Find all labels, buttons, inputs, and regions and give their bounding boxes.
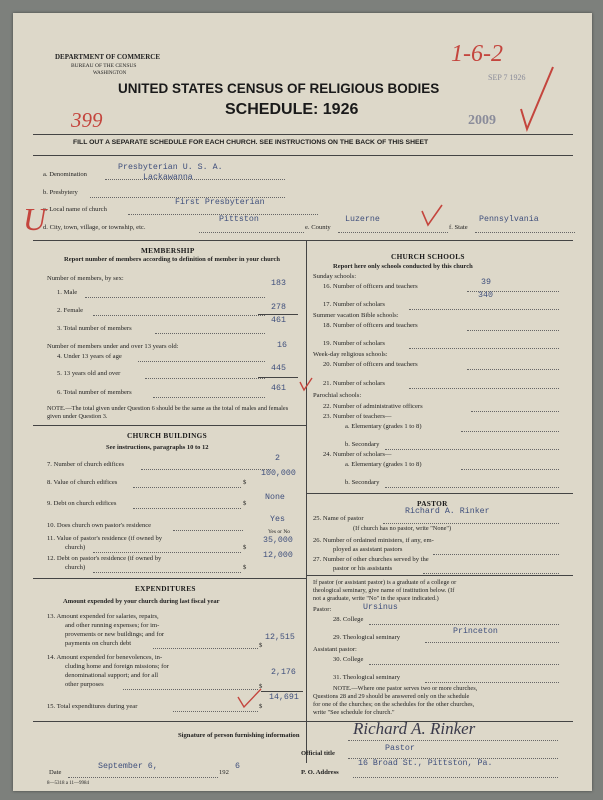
pastor-note-3: for one of the churches; on the schedules for the other churches,	[313, 701, 475, 708]
over-13-value[interactable]: 445	[271, 364, 286, 373]
county-label: e. County	[305, 224, 331, 231]
q14-label-2: cluding home and foreign missions; for	[65, 663, 169, 670]
q25-label: 25. Name of pastor	[313, 515, 364, 522]
official-title-label: Official title	[301, 750, 335, 757]
q3-label: 3. Total number of members	[57, 325, 132, 332]
header-divider	[33, 134, 573, 135]
q17-label: 17. Number of scholars	[323, 301, 385, 308]
q30-label: 30. College	[333, 656, 364, 663]
stamp-number: 2009	[468, 113, 496, 128]
red-checkmark-icon	[513, 61, 558, 136]
pastor-note-2: Questions 28 and 29 should be answered only on the schedule	[313, 693, 470, 700]
benevolences-value[interactable]: 2,176	[271, 668, 296, 677]
schools-title: CHURCH SCHOOLS	[391, 252, 465, 261]
red-checkmark-icon	[297, 375, 315, 393]
seminary-value[interactable]: Princeton	[453, 627, 498, 636]
handwritten-number: 399	[71, 108, 103, 132]
sunday-schools-label: Sunday schools:	[313, 273, 357, 280]
q11-label-2: church)	[65, 544, 86, 551]
year-prefix: 192	[219, 769, 229, 776]
running-expenses-value[interactable]: 12,515	[265, 633, 295, 642]
denomination-value[interactable]: Presbyterian U. S. A.	[118, 163, 223, 172]
yes-no-hint: Yes or No	[268, 529, 291, 535]
bureau-label: BUREAU OF THE CENSUS	[71, 63, 137, 69]
pastor-name-value[interactable]: Richard A. Rinker	[405, 507, 490, 516]
margin-mark: U	[23, 201, 47, 237]
department-label: DEPARTMENT OF COMMERCE	[55, 53, 161, 61]
q15-label: 15. Total expenditures during year	[47, 703, 138, 710]
q23b-label: b. Secondary	[345, 441, 380, 448]
q14-label-3: denominational support; and for all	[65, 672, 159, 679]
edifices-count-value[interactable]: 2	[275, 454, 280, 463]
q13-label-2: and other running expenses; for im-	[65, 622, 160, 629]
q1-label: 1. Male	[57, 289, 78, 296]
date-label: Date	[49, 769, 62, 776]
q26-label: 26. Number of ordained ministers, if any, em-	[313, 537, 434, 544]
q14-label-4: other purposes	[65, 681, 104, 688]
q31-label: 31. Theological seminary	[333, 674, 401, 681]
form-title: UNITED STATES CENSUS OF RELIGIOUS BODIES	[118, 81, 440, 96]
edifices-debt-value[interactable]: None	[265, 493, 285, 502]
q13-label: 13. Amount expended for salaries, repairs,	[47, 613, 159, 620]
q12-label-2: church)	[65, 564, 86, 571]
signature-label: Signature of person furnishing information	[178, 732, 300, 739]
presbytery-label: b. Presbytery	[43, 189, 78, 196]
signature[interactable]: Richard A. Rinker	[353, 719, 476, 738]
buildings-subtitle: See instructions, paragraphs 10 to 12	[106, 444, 209, 451]
address-label: P. O. Address	[301, 769, 339, 776]
q18-label: 18. Number of officers and teachers	[323, 322, 418, 329]
section-divider	[33, 240, 573, 241]
graduate-instructions-3: not a graduate, write "No" in the space indicated.)	[313, 595, 439, 602]
red-checkmark-icon	[418, 203, 446, 231]
denomination-value-2[interactable]: Lackawanna	[143, 173, 193, 182]
q10-label: 10. Does church own pastor's residence	[47, 522, 152, 529]
address-value[interactable]: 16 Broad St., Pittston, Pa.	[358, 759, 493, 768]
under-over-label: Number of members under and over 13 years old:	[47, 343, 179, 350]
assistant-pastor-label: Assistant pastor:	[313, 646, 357, 653]
q25-note: (If church has no pastor, write "None")	[353, 525, 452, 532]
q23-label: 23. Number of teachers—	[323, 413, 392, 420]
under-13-value[interactable]: 16	[277, 341, 287, 350]
red-checkmark-icon	[235, 687, 265, 711]
q27-label: 27. Number of other churches served by the	[313, 556, 429, 563]
membership-title: MEMBERSHIP	[141, 246, 195, 255]
q24b-label: b. Secondary	[345, 479, 380, 486]
q6-label: 6. Total number of members	[57, 389, 132, 396]
summer-schools-label: Summer vacation Bible schools:	[313, 312, 399, 319]
instructions-line: FILL OUT A SEPARATE SCHEDULE FOR EACH CHURCH. SEE INSTRUCTIONS ON THE BACK OF THIS SHEET	[73, 139, 429, 146]
q16-label: 16. Number of officers and teachers	[323, 283, 418, 290]
expenditures-subtitle: Amount expended by your church during last fiscal year	[63, 598, 220, 605]
census-schedule-sheet	[13, 13, 592, 791]
q2-label: 2. Female	[57, 307, 84, 314]
dollar-sign: $	[259, 642, 263, 649]
dollar-sign: $	[243, 564, 247, 571]
pastor-note: NOTE.—Where one pastor serves two or more churches,	[333, 685, 478, 692]
q22-label: 22. Number of administrative officers	[323, 403, 423, 410]
total-members-2-value[interactable]: 461	[271, 384, 286, 393]
city-value[interactable]: Pittston	[219, 215, 259, 224]
q11-label: 11. Value of pastor's residence (if owned by	[47, 535, 163, 542]
membership-subtitle: Report number of members according to definition of member in your church	[64, 256, 280, 263]
q29-label: 29. Theological seminary	[333, 634, 401, 641]
church-name-label: c. Local name of church	[43, 206, 107, 213]
schedule-title: SCHEDULE: 1926	[225, 101, 359, 118]
dollar-sign: $	[243, 500, 247, 507]
q27-label-2: pastor or his assistants	[333, 565, 393, 572]
total-expenditures-value[interactable]: 14,691	[269, 693, 299, 702]
state-value[interactable]: Pennsylvania	[479, 215, 539, 224]
expenditures-title: EXPENDITURES	[135, 584, 196, 593]
q24a-label: a. Elementary (grades 1 to 8)	[345, 461, 422, 468]
edifices-value[interactable]: 100,000	[261, 469, 296, 478]
weekday-schools-label: Week-day religious schools:	[313, 351, 388, 358]
residence-value[interactable]: 35,000	[263, 536, 293, 545]
total-members-value[interactable]: 461	[271, 316, 286, 325]
q21-label: 21. Number of scholars	[323, 380, 385, 387]
denomination-label: a. Denomination	[43, 171, 87, 178]
membership-note: NOTE.—The total given under Question 6 should be the same as the total of males and females given under Question 3.	[47, 405, 289, 420]
dollar-sign: $	[259, 683, 263, 690]
parochial-schools-label: Parochial schools:	[313, 392, 362, 399]
schools-subtitle: Report here only schools conducted by this church	[333, 263, 473, 270]
q4-label: 4. Under 13 years of age	[57, 353, 122, 360]
by-sex-label: Number of members, by sex:	[47, 275, 124, 282]
year-suffix[interactable]: 6	[235, 762, 240, 771]
column-divider	[306, 240, 307, 763]
dollar-sign: $	[259, 703, 263, 710]
q13-label-4: payments on church debt	[65, 640, 132, 647]
q5-label: 5. 13 years old and over	[57, 370, 121, 377]
female-value[interactable]: 278	[271, 303, 286, 312]
q7-label: 7. Number of church edifices	[47, 461, 125, 468]
q28-label: 28. College	[333, 616, 364, 623]
q20-label: 20. Number of officers and teachers	[323, 361, 418, 368]
dollar-sign: $	[243, 479, 247, 486]
q26-label-2: ployed as assistant pastors	[333, 546, 403, 553]
handwritten-code: 1-6-2	[451, 41, 503, 67]
q19-label: 19. Number of scholars	[323, 340, 385, 347]
dollar-sign: $	[243, 544, 247, 551]
church-name-value[interactable]: First Presbyterian	[175, 198, 265, 207]
college-value[interactable]: Ursinus	[363, 603, 398, 612]
q24-label: 24. Number of scholars—	[323, 451, 392, 458]
state-label: f. State	[449, 224, 468, 231]
graduate-instructions-2: theological seminary, give name of institution below. (If	[313, 587, 455, 594]
graduate-instructions: If pastor (or assistant pastor) is a graduate of a college or	[313, 579, 457, 586]
county-value[interactable]: Luzerne	[345, 215, 380, 224]
q12-label: 12. Debt on pastor's residence (if owned by	[47, 555, 162, 562]
instructions-divider	[33, 155, 573, 156]
residence-debt-value[interactable]: 12,000	[263, 551, 293, 560]
official-title-value[interactable]: Pastor	[385, 744, 415, 753]
q8-label: 8. Value of church edifices	[47, 479, 118, 486]
sunday-scholars-value[interactable]: 340	[478, 291, 493, 300]
pastor-label: Pastor:	[313, 606, 332, 613]
form-number: 8—5318 a 11—9984	[47, 781, 90, 786]
owns-residence-value[interactable]: Yes	[270, 515, 285, 524]
q13-label-3: provements or new buildings; and for	[65, 631, 165, 638]
male-value[interactable]: 183	[271, 279, 286, 288]
received-date-stamp: SEP 7 1926	[488, 73, 526, 82]
q14-label: 14. Amount expended for benevolences, in-	[47, 654, 163, 661]
pastor-note-4: write "See schedule for church."	[313, 709, 395, 716]
city-label: WASHINGTON	[93, 71, 127, 76]
q9-label: 9. Debt on church edifices	[47, 500, 117, 507]
q23a-label: a. Elementary (grades 1 to 8)	[345, 423, 422, 430]
pastor-title: PASTOR	[417, 499, 448, 508]
buildings-title: CHURCH BUILDINGS	[127, 431, 208, 440]
sunday-teachers-value[interactable]: 39	[481, 278, 491, 287]
date-value[interactable]: September 6,	[98, 762, 158, 771]
city-field-label: d. City, town, village, or township, etc.	[43, 224, 146, 231]
